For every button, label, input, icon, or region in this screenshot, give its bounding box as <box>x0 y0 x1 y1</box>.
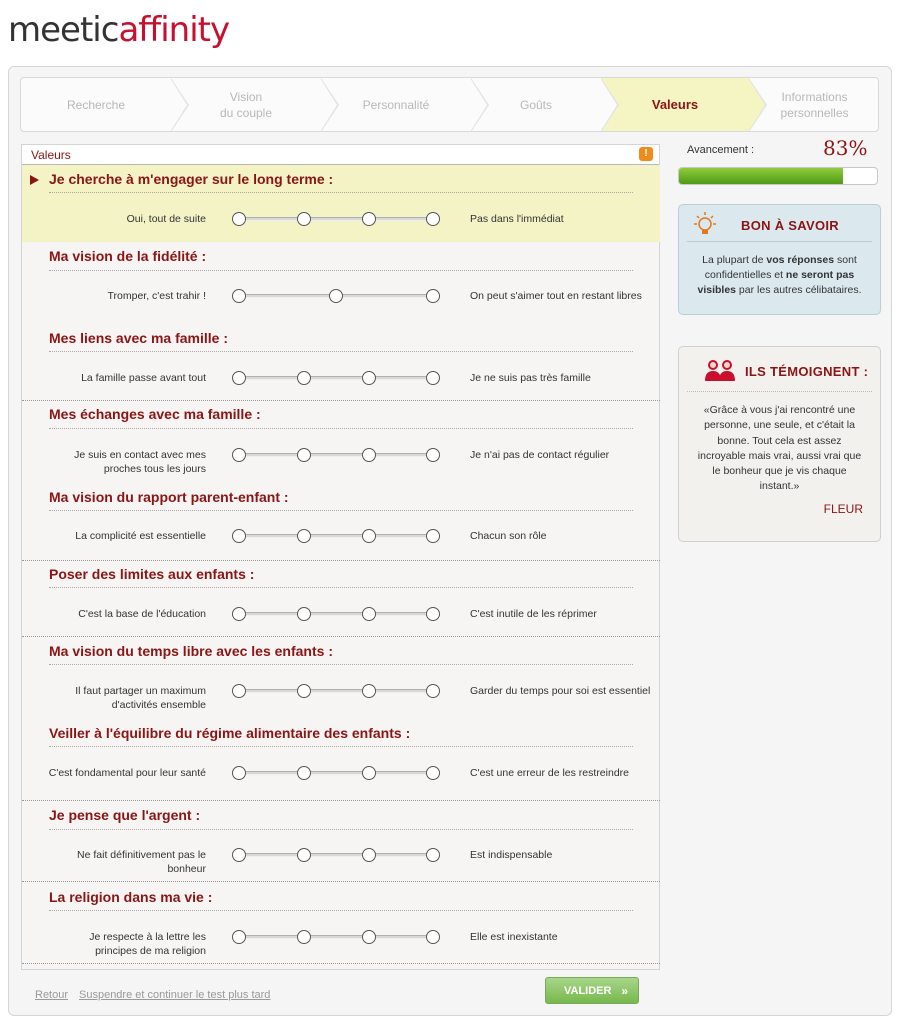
answer-slider[interactable] <box>232 448 440 462</box>
answer-left-label: Oui, tout de suite <box>126 213 206 225</box>
testimonial-author: FLEUR <box>823 502 863 516</box>
info-text: La plupart de vos réponses sont confidentielles et ne seront pas visibles par les autres célibataires. <box>697 254 862 296</box>
slider-option-2[interactable] <box>297 607 311 621</box>
slider-option-1[interactable] <box>232 289 246 303</box>
slider-option-4[interactable] <box>426 766 440 780</box>
slider-option-4[interactable] <box>426 371 440 385</box>
answer-right-label: Chacun son rôle <box>470 530 547 542</box>
slider-option-1[interactable] <box>232 371 246 385</box>
slider-option-1[interactable] <box>232 607 246 621</box>
help-icon[interactable]: ! <box>639 147 653 161</box>
step-label: Personnalité <box>362 97 430 112</box>
progress-fill <box>679 168 843 184</box>
testimonial-quote: «Grâce à vous j'ai rencontré une personne, une seule, et c'était la bonne. Tout cela est assez incroyable mais vrai, aussi vrai que le bonheur que je vis chaque instant.» <box>697 404 862 493</box>
question-title: Ma vision du temps libre avec les enfants : <box>49 643 333 659</box>
slider-option-1[interactable] <box>232 529 246 543</box>
question-title: Je cherche à m'engager sur le long terme : <box>49 171 334 187</box>
answer-right-label: Pas dans l'immédiat <box>470 213 564 225</box>
answer-left-label: La famille passe avant tout <box>81 372 206 384</box>
answer-right-label: C'est une erreur de les restreindre <box>470 767 629 779</box>
question-echanges-famille <box>22 400 660 480</box>
answer-left-label: Tromper, c'est trahir ! <box>107 290 206 302</box>
answer-slider[interactable] <box>232 212 440 226</box>
step-informations[interactable] <box>749 78 879 131</box>
answer-right-label: On peut s'aimer tout en restant libres <box>470 290 642 302</box>
question-fidelite <box>22 242 660 322</box>
question-religion <box>22 881 660 963</box>
slider-option-3[interactable] <box>362 766 376 780</box>
step-recherche[interactable] <box>21 78 171 131</box>
step-label: Goûts <box>519 97 552 112</box>
slider-option-4[interactable] <box>426 930 440 944</box>
slider-option-1[interactable] <box>232 930 246 944</box>
question-argent <box>22 800 660 881</box>
answer-slider[interactable] <box>232 848 440 862</box>
slider-option-1[interactable] <box>232 448 246 462</box>
question-title: Poser des limites aux enfants : <box>49 566 255 582</box>
question-parent-enfant <box>22 480 660 560</box>
question-title: Veiller à l'équilibre du régime alimentaire des enfants : <box>49 725 411 741</box>
testimonial-title: ILS TÉMOIGNENT : <box>745 364 869 379</box>
answer-left-label: Il faut partager un maximum d'activités ensemble <box>75 685 206 711</box>
slider-option-2[interactable] <box>297 371 311 385</box>
slider-option-3[interactable] <box>362 529 376 543</box>
back-link[interactable]: Retour <box>35 989 69 1001</box>
slider-option-4[interactable] <box>426 607 440 621</box>
answer-right-label: Je ne suis pas très famille <box>470 372 591 384</box>
info-title: BON À SAVOIR <box>741 218 839 233</box>
answer-right-label: Est indispensable <box>470 849 553 861</box>
step-personnalite[interactable] <box>321 78 471 131</box>
answer-left-label: C'est fondamental pour leur santé <box>48 767 206 779</box>
progress-label: Avancement : <box>687 144 755 156</box>
answer-left-label: Je suis en contact avec mes proches tous les jours <box>74 449 206 475</box>
progress-percent: 83% <box>823 136 868 160</box>
step-label: Recherche <box>66 97 126 112</box>
question-title: Ma vision de la fidélité : <box>49 248 207 264</box>
answer-slider[interactable] <box>232 684 440 698</box>
validate-label: VALIDER <box>564 985 612 997</box>
slider-option-3[interactable] <box>362 848 376 862</box>
question-title: Je pense que l'argent : <box>49 807 201 823</box>
question-temps-libre <box>22 636 660 718</box>
question-title: La religion dans ma vie : <box>49 889 213 905</box>
slider-option-2[interactable] <box>297 766 311 780</box>
slider-option-2[interactable] <box>297 848 311 862</box>
slider-option-4[interactable] <box>426 448 440 462</box>
answer-slider[interactable] <box>232 766 440 780</box>
slider-option-2[interactable] <box>297 930 311 944</box>
question-liens-famille <box>22 322 660 400</box>
slider-option-3[interactable] <box>362 930 376 944</box>
answer-left-label: Je respecte à la lettre les principes de ma religion <box>89 931 206 957</box>
double-chevron-icon: » <box>621 984 628 998</box>
step-gouts[interactable] <box>471 78 601 131</box>
step-vision-couple[interactable] <box>171 78 321 131</box>
slider-option-3[interactable] <box>362 684 376 698</box>
slider-option-4[interactable] <box>426 289 440 303</box>
answer-slider[interactable] <box>232 607 440 621</box>
info-box <box>678 204 881 315</box>
answer-right-label: Garder du temps pour soi est essentiel <box>470 685 651 697</box>
answer-slider[interactable] <box>232 289 440 303</box>
slider-option-4[interactable] <box>426 848 440 862</box>
slider-option-2[interactable] <box>297 529 311 543</box>
question-regime-alimentaire <box>22 718 660 800</box>
slider-option-4[interactable] <box>426 529 440 543</box>
answer-right-label: C'est inutile de les réprimer <box>470 608 597 620</box>
step-label: Vision <box>229 89 263 104</box>
slider-option-1[interactable] <box>232 766 246 780</box>
answer-right-label: Je n'ai pas de contact régulier <box>470 449 610 461</box>
question-title: Mes liens avec ma famille : <box>49 330 228 346</box>
answer-left-label: Ne fait définitivement pas le bonheur <box>77 849 206 875</box>
panel-header <box>22 145 659 165</box>
question-title: Mes échanges avec ma famille : <box>49 406 261 422</box>
logo-meetic: meetic <box>8 10 119 50</box>
question-engagement <box>22 165 660 242</box>
panel-title: Valeurs <box>31 148 71 162</box>
logo-affinity: affinity <box>118 10 230 50</box>
progress-bar <box>678 167 878 185</box>
step-label: Valeurs <box>651 96 699 112</box>
answer-slider[interactable] <box>232 930 440 944</box>
slider-option-3[interactable] <box>362 371 376 385</box>
answer-left-label: C'est la base de l'éducation <box>78 608 206 620</box>
slider-option-4[interactable] <box>426 684 440 698</box>
step-label-2: personnelles <box>780 105 849 120</box>
step-valeurs[interactable] <box>601 78 749 131</box>
slider-option-3[interactable] <box>362 448 376 462</box>
question-limites-enfants <box>22 560 660 636</box>
slider-option-3[interactable] <box>362 607 376 621</box>
people-icon <box>703 357 737 381</box>
step-label-2: du couple <box>219 105 273 120</box>
slider-option-3[interactable] <box>362 212 376 226</box>
brand-logo[interactable] <box>8 6 229 54</box>
current-question-arrow-icon <box>30 175 39 185</box>
answer-slider[interactable] <box>232 371 440 385</box>
slider-option-2[interactable] <box>297 212 311 226</box>
validate-button[interactable] <box>545 977 639 1004</box>
answer-left-label: La complicité est essentielle <box>75 530 206 542</box>
answer-slider[interactable] <box>232 529 440 543</box>
slider-option-2[interactable] <box>297 448 311 462</box>
lightbulb-icon <box>691 211 719 237</box>
suspend-link[interactable]: Suspendre et continuer le test plus tard <box>79 989 271 1001</box>
slider-option-1[interactable] <box>232 848 246 862</box>
testimonial-box <box>678 346 881 542</box>
slider-selected-knob[interactable] <box>329 289 343 303</box>
step-label: Informations <box>781 89 848 104</box>
question-title: Ma vision du rapport parent-enfant : <box>49 489 289 505</box>
slider-option-1[interactable] <box>232 684 246 698</box>
slider-option-1[interactable] <box>232 212 246 226</box>
slider-option-4[interactable] <box>426 212 440 226</box>
slider-option-2[interactable] <box>297 684 311 698</box>
progress-steps <box>20 77 879 132</box>
answer-right-label: Elle est inexistante <box>470 931 558 943</box>
